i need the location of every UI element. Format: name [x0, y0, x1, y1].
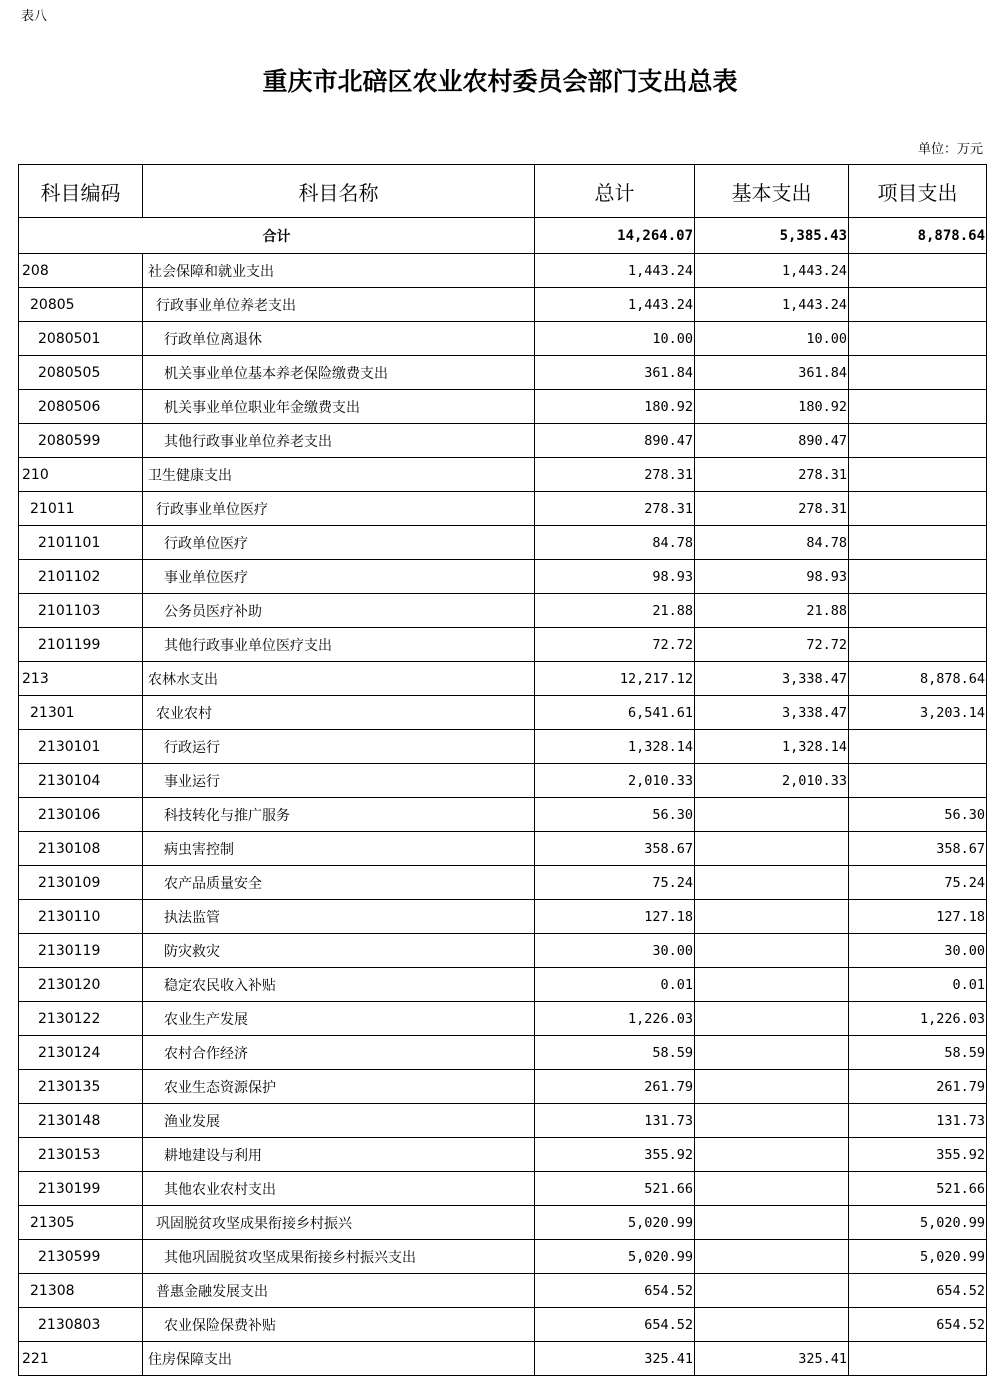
row-total: 654.52 [535, 1308, 695, 1342]
row-basic: 3,338.47 [695, 662, 849, 696]
row-total: 6,541.61 [535, 696, 695, 730]
row-code: 2130153 [19, 1138, 143, 1172]
row-code: 21308 [19, 1274, 143, 1308]
row-total: 521.66 [535, 1172, 695, 1206]
row-basic [695, 832, 849, 866]
row-project: 75.24 [849, 866, 987, 900]
total-project: 8,878.64 [849, 218, 987, 254]
row-code: 2130135 [19, 1070, 143, 1104]
table-row [19, 594, 987, 628]
header-basic: 基本支出 [695, 165, 849, 218]
table-row [19, 288, 987, 322]
row-code: 213 [19, 662, 143, 696]
row-code: 2130803 [19, 1308, 143, 1342]
row-code: 2101103 [19, 594, 143, 628]
row-name: 农业生态资源保护 [143, 1070, 535, 1104]
row-name: 科技转化与推广服务 [143, 798, 535, 832]
table-row [19, 1274, 987, 1308]
table-row [19, 560, 987, 594]
row-name: 普惠金融发展支出 [143, 1274, 535, 1308]
row-name: 事业单位医疗 [143, 560, 535, 594]
table-row [19, 1002, 987, 1036]
row-total: 98.93 [535, 560, 695, 594]
table-row [19, 1342, 987, 1376]
row-name: 行政单位离退休 [143, 322, 535, 356]
row-code: 2130104 [19, 764, 143, 798]
row-code: 2080501 [19, 322, 143, 356]
row-code: 2080506 [19, 390, 143, 424]
row-name: 巩固脱贫攻坚成果衔接乡村振兴 [143, 1206, 535, 1240]
total-sum: 14,264.07 [535, 218, 695, 254]
table-row [19, 356, 987, 390]
row-total: 278.31 [535, 458, 695, 492]
row-project: 127.18 [849, 900, 987, 934]
row-total: 30.00 [535, 934, 695, 968]
table-row [19, 730, 987, 764]
total-row [19, 218, 987, 254]
row-name: 农业农村 [143, 696, 535, 730]
table-row [19, 492, 987, 526]
row-total: 1,443.24 [535, 254, 695, 288]
row-code: 210 [19, 458, 143, 492]
unit-label: 单位：万元 [917, 142, 983, 157]
table-row [19, 1138, 987, 1172]
row-basic [695, 968, 849, 1002]
row-basic: 21.88 [695, 594, 849, 628]
row-total: 361.84 [535, 356, 695, 390]
table-row [19, 696, 987, 730]
row-code: 2130148 [19, 1104, 143, 1138]
row-total: 5,020.99 [535, 1240, 695, 1274]
row-name: 机关事业单位基本养老保险缴费支出 [143, 356, 535, 390]
row-project: 58.59 [849, 1036, 987, 1070]
row-project: 131.73 [849, 1104, 987, 1138]
row-project: 3,203.14 [849, 696, 987, 730]
table-row [19, 1036, 987, 1070]
expenditure-table [18, 164, 987, 1376]
row-project [849, 458, 987, 492]
row-project: 8,878.64 [849, 662, 987, 696]
row-basic: 180.92 [695, 390, 849, 424]
row-code: 2130110 [19, 900, 143, 934]
table-row [19, 798, 987, 832]
table-row [19, 458, 987, 492]
row-code: 2080505 [19, 356, 143, 390]
row-total: 278.31 [535, 492, 695, 526]
table-row [19, 424, 987, 458]
row-name: 行政事业单位养老支出 [143, 288, 535, 322]
row-basic: 2,010.33 [695, 764, 849, 798]
row-total: 2,010.33 [535, 764, 695, 798]
row-total: 355.92 [535, 1138, 695, 1172]
row-name: 执法监管 [143, 900, 535, 934]
row-project: 56.30 [849, 798, 987, 832]
row-project [849, 424, 987, 458]
row-name: 住房保障支出 [143, 1342, 535, 1376]
row-project: 5,020.99 [849, 1240, 987, 1274]
row-code: 2130124 [19, 1036, 143, 1070]
row-basic [695, 1036, 849, 1070]
row-project: 654.52 [849, 1274, 987, 1308]
row-total: 127.18 [535, 900, 695, 934]
row-code: 2130120 [19, 968, 143, 1002]
row-name: 卫生健康支出 [143, 458, 535, 492]
row-project: 0.01 [849, 968, 987, 1002]
row-basic: 10.00 [695, 322, 849, 356]
row-name: 病虫害控制 [143, 832, 535, 866]
table-row [19, 526, 987, 560]
row-basic: 84.78 [695, 526, 849, 560]
row-basic [695, 1172, 849, 1206]
row-total: 358.67 [535, 832, 695, 866]
row-total: 1,443.24 [535, 288, 695, 322]
table-row [19, 662, 987, 696]
row-project: 1,226.03 [849, 1002, 987, 1036]
row-basic: 3,338.47 [695, 696, 849, 730]
row-name: 农产品质量安全 [143, 866, 535, 900]
row-project [849, 356, 987, 390]
table-row [19, 1104, 987, 1138]
total-basic: 5,385.43 [695, 218, 849, 254]
row-basic: 890.47 [695, 424, 849, 458]
row-name: 稳定农民收入补贴 [143, 968, 535, 1002]
table-row [19, 934, 987, 968]
row-name: 其他行政事业单位医疗支出 [143, 628, 535, 662]
row-total: 1,226.03 [535, 1002, 695, 1036]
page-title: 重庆市北碚区农业农村委员会部门支出总表 [262, 67, 738, 96]
row-basic: 1,328.14 [695, 730, 849, 764]
row-total: 21.88 [535, 594, 695, 628]
row-total: 5,020.99 [535, 1206, 695, 1240]
row-code: 208 [19, 254, 143, 288]
header-code: 科目编码 [19, 165, 143, 218]
row-code: 2080599 [19, 424, 143, 458]
row-project [849, 526, 987, 560]
row-name: 农村合作经济 [143, 1036, 535, 1070]
row-project [849, 254, 987, 288]
row-code: 2130119 [19, 934, 143, 968]
row-name: 渔业发展 [143, 1104, 535, 1138]
row-basic [695, 900, 849, 934]
row-basic: 72.72 [695, 628, 849, 662]
row-code: 21011 [19, 492, 143, 526]
table-row [19, 390, 987, 424]
row-code: 2130199 [19, 1172, 143, 1206]
row-project [849, 322, 987, 356]
table-number-label: 表八 [21, 9, 48, 24]
row-basic [695, 1002, 849, 1036]
row-name: 农业生产发展 [143, 1002, 535, 1036]
row-name: 防灾救灾 [143, 934, 535, 968]
row-total: 890.47 [535, 424, 695, 458]
table-header-row [19, 165, 987, 218]
row-basic: 361.84 [695, 356, 849, 390]
row-name: 事业运行 [143, 764, 535, 798]
row-code: 2130106 [19, 798, 143, 832]
row-code: 2130108 [19, 832, 143, 866]
row-total: 261.79 [535, 1070, 695, 1104]
header-name: 科目名称 [143, 165, 535, 218]
row-name: 其他农业农村支出 [143, 1172, 535, 1206]
row-project [849, 730, 987, 764]
row-total: 58.59 [535, 1036, 695, 1070]
row-total: 0.01 [535, 968, 695, 1002]
row-name: 行政单位医疗 [143, 526, 535, 560]
table-row [19, 900, 987, 934]
row-project: 30.00 [849, 934, 987, 968]
row-total: 75.24 [535, 866, 695, 900]
row-name: 耕地建设与利用 [143, 1138, 535, 1172]
table-row [19, 322, 987, 356]
row-total: 1,328.14 [535, 730, 695, 764]
row-basic: 1,443.24 [695, 288, 849, 322]
row-project [849, 288, 987, 322]
row-basic [695, 1206, 849, 1240]
row-basic: 98.93 [695, 560, 849, 594]
row-basic [695, 1240, 849, 1274]
table-row [19, 1206, 987, 1240]
row-basic: 278.31 [695, 458, 849, 492]
row-code: 2130109 [19, 866, 143, 900]
row-name: 农林水支出 [143, 662, 535, 696]
row-code: 2130599 [19, 1240, 143, 1274]
row-basic [695, 1308, 849, 1342]
table-row [19, 1070, 987, 1104]
row-total: 84.78 [535, 526, 695, 560]
row-code: 2101199 [19, 628, 143, 662]
row-code: 2101102 [19, 560, 143, 594]
row-project [849, 390, 987, 424]
row-name: 行政事业单位医疗 [143, 492, 535, 526]
table-row [19, 628, 987, 662]
table-row [19, 968, 987, 1002]
row-name: 其他巩固脱贫攻坚成果衔接乡村振兴支出 [143, 1240, 535, 1274]
row-total: 180.92 [535, 390, 695, 424]
table-row [19, 764, 987, 798]
row-basic [695, 1070, 849, 1104]
table-row [19, 1172, 987, 1206]
row-project [849, 1342, 987, 1376]
table-row [19, 254, 987, 288]
row-project [849, 560, 987, 594]
row-project [849, 492, 987, 526]
header-project: 项目支出 [849, 165, 987, 218]
row-code: 21305 [19, 1206, 143, 1240]
row-project: 261.79 [849, 1070, 987, 1104]
row-project: 358.67 [849, 832, 987, 866]
row-basic [695, 798, 849, 832]
row-code: 2130101 [19, 730, 143, 764]
row-project: 355.92 [849, 1138, 987, 1172]
table-row [19, 866, 987, 900]
row-name: 农业保险保费补贴 [143, 1308, 535, 1342]
table-row [19, 832, 987, 866]
row-total: 10.00 [535, 322, 695, 356]
row-code: 2130122 [19, 1002, 143, 1036]
row-project: 654.52 [849, 1308, 987, 1342]
row-project: 521.66 [849, 1172, 987, 1206]
row-code: 221 [19, 1342, 143, 1376]
row-total: 72.72 [535, 628, 695, 662]
row-basic [695, 866, 849, 900]
row-name: 行政运行 [143, 730, 535, 764]
header-total: 总计 [535, 165, 695, 218]
table-row [19, 1308, 987, 1342]
row-project [849, 764, 987, 798]
row-name: 社会保障和就业支出 [143, 254, 535, 288]
row-name: 机关事业单位职业年金缴费支出 [143, 390, 535, 424]
row-total: 12,217.12 [535, 662, 695, 696]
row-basic: 278.31 [695, 492, 849, 526]
row-total: 131.73 [535, 1104, 695, 1138]
row-basic: 325.41 [695, 1342, 849, 1376]
row-name: 其他行政事业单位养老支出 [143, 424, 535, 458]
row-total: 56.30 [535, 798, 695, 832]
row-name: 公务员医疗补助 [143, 594, 535, 628]
row-project [849, 628, 987, 662]
row-total: 325.41 [535, 1342, 695, 1376]
total-label: 合计 [19, 218, 535, 254]
row-project [849, 594, 987, 628]
row-basic [695, 1274, 849, 1308]
row-project: 5,020.99 [849, 1206, 987, 1240]
table-row [19, 1240, 987, 1274]
row-basic [695, 1138, 849, 1172]
row-code: 20805 [19, 288, 143, 322]
row-code: 2101101 [19, 526, 143, 560]
row-total: 654.52 [535, 1274, 695, 1308]
row-code: 21301 [19, 696, 143, 730]
row-basic [695, 1104, 849, 1138]
row-basic [695, 934, 849, 968]
row-basic: 1,443.24 [695, 254, 849, 288]
